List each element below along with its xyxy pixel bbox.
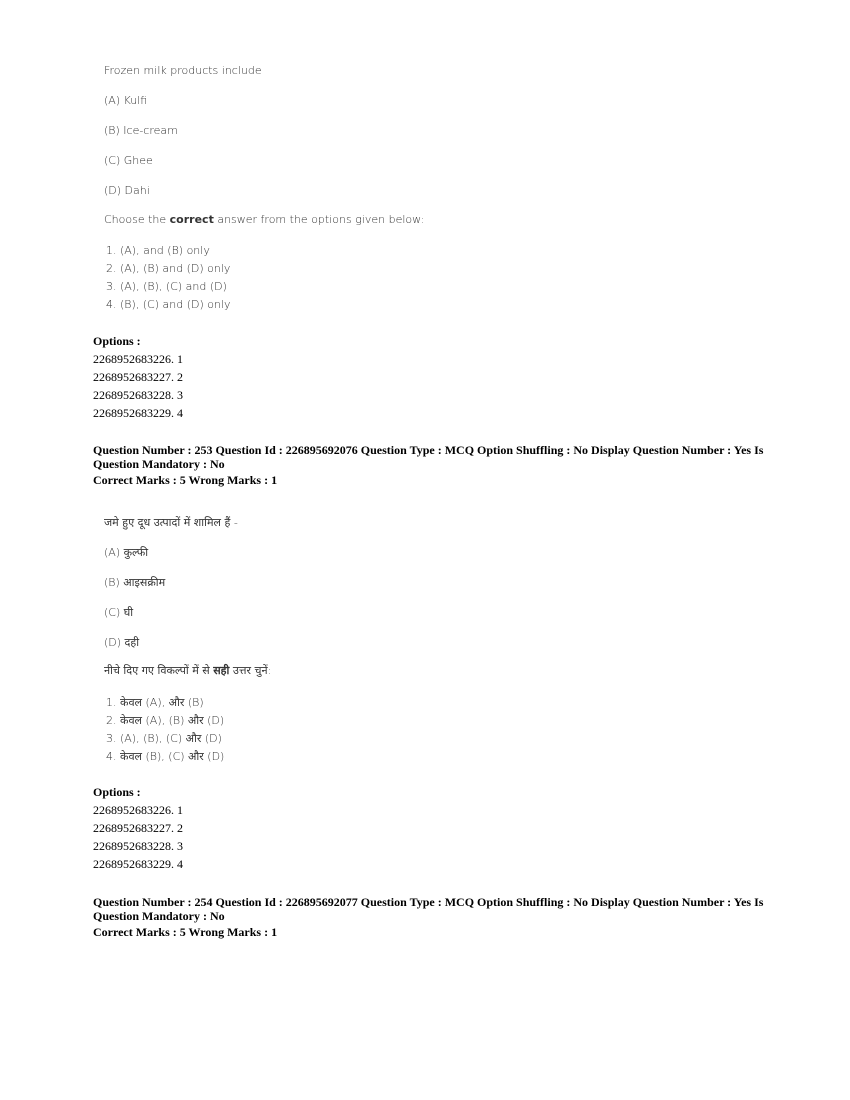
- answer-3: 3. (A), (B), (C) और (D): [106, 732, 222, 745]
- marks-line: Correct Marks : 5 Wrong Marks : 1: [93, 925, 278, 939]
- option-item: 2268952683226. 1: [93, 352, 183, 366]
- question-meta-line: Question Number : 254 Question Id : 226895692077 Question Type : MCQ Option Shuffling : No Display Question Number : Yes Is Question Mandatory : No: [93, 895, 764, 923]
- question-prompt: Frozen milk products include: [104, 64, 262, 77]
- choice-d: (D) Dahi: [104, 184, 150, 197]
- answer-3: 3. (A), (B), (C) and (D): [106, 280, 227, 293]
- option-item: 2268952683228. 3: [93, 839, 183, 853]
- question-prompt: जमे हुए दूध उत्पादों में शामिल हैं -: [104, 516, 238, 529]
- options-heading: Options :: [93, 334, 141, 348]
- answer-1: 1. (A), and (B) only: [106, 244, 210, 257]
- marks-line: Correct Marks : 5 Wrong Marks : 1: [93, 473, 278, 487]
- option-item: 2268952683227. 2: [93, 821, 183, 835]
- choice-c: (C) Ghee: [104, 154, 153, 167]
- options-heading: Options :: [93, 785, 141, 799]
- answer-1: 1. केवल (A), और (B): [106, 696, 204, 709]
- choice-d: (D) दही: [104, 636, 140, 649]
- option-item: 2268952683226. 1: [93, 803, 183, 817]
- answer-4: 4. (B), (C) and (D) only: [106, 298, 231, 311]
- answer-4: 4. केवल (B), (C) और (D): [106, 750, 225, 763]
- instruction: Choose the correct answer from the options given below:: [104, 213, 425, 226]
- choice-b: (B) Ice-cream: [104, 124, 178, 137]
- question-meta-line: Question Number : 253 Question Id : 226895692076 Question Type : MCQ Option Shuffling : No Display Question Number : Yes Is Question Mandatory : No: [93, 443, 764, 471]
- option-item: 2268952683229. 4: [93, 406, 183, 420]
- option-item: 2268952683227. 2: [93, 370, 183, 384]
- answer-2: 2. केवल (A), (B) और (D): [106, 714, 225, 727]
- question-meta-254: [93, 895, 773, 939]
- instruction: नीचे दिए गए विकल्पों में से सही उत्तर चुनें:: [104, 664, 272, 677]
- question-meta-253: [93, 443, 773, 487]
- option-item: 2268952683229. 4: [93, 857, 183, 871]
- answer-2: 2. (A), (B) and (D) only: [106, 262, 231, 275]
- choice-a: (A) Kulfi: [104, 94, 148, 107]
- choice-a: (A) कुल्फी: [104, 546, 149, 559]
- choice-b: (B) आइसक्रीम: [104, 576, 166, 589]
- option-item: 2268952683228. 3: [93, 388, 183, 402]
- choice-c: (C) घी: [104, 606, 134, 619]
